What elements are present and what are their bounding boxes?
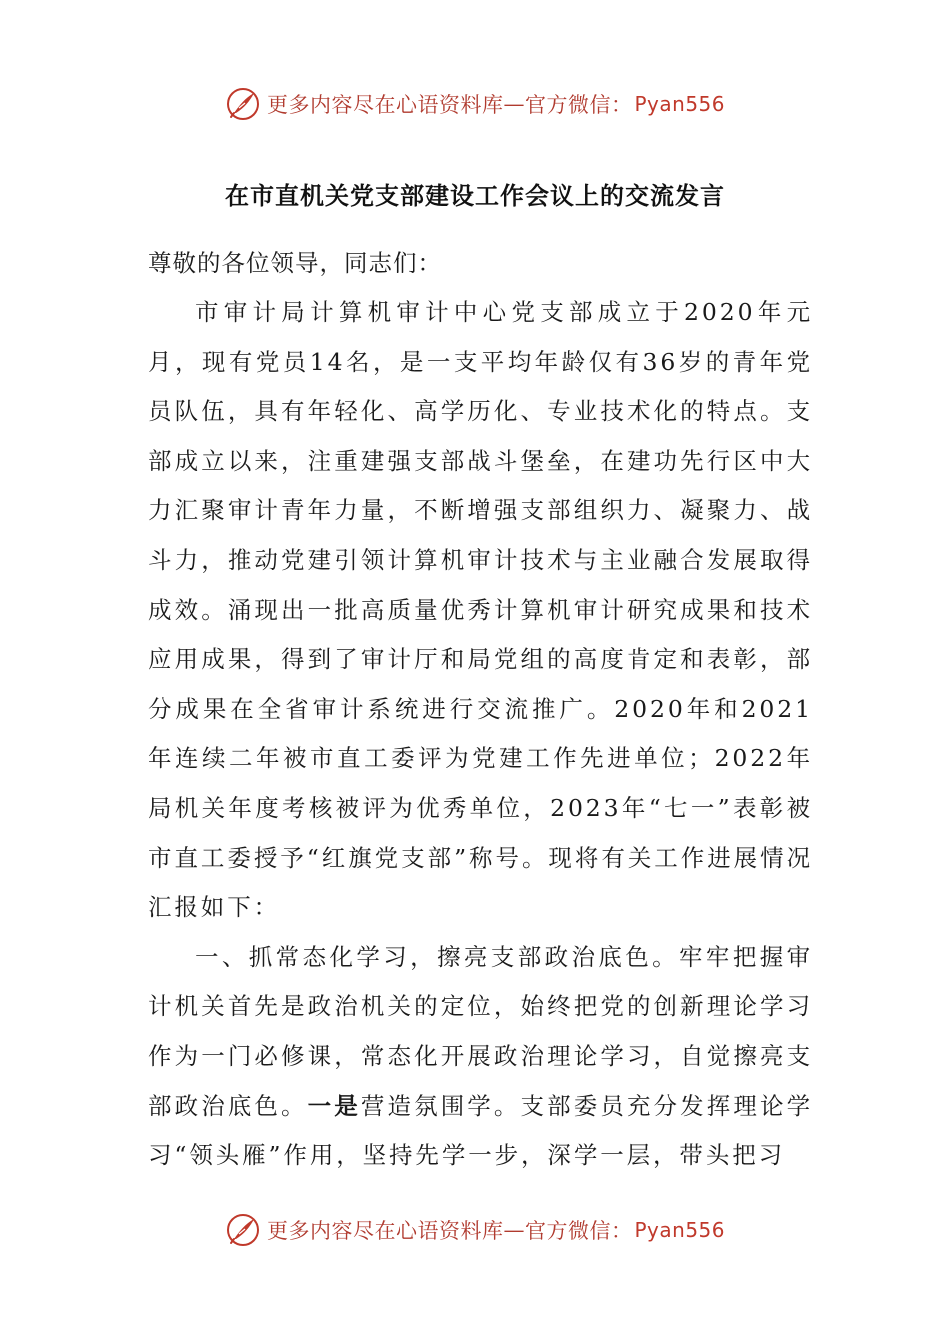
header-banner	[0, 82, 950, 126]
footer-banner	[0, 1208, 950, 1252]
section-one-rest: 营造氛围学。支部委员充分发挥理论学习“领头雁”作用，坚持先学一步，深学一层，带头把习	[148, 1091, 813, 1170]
banner-wechat-id: Pyan556	[634, 92, 725, 116]
footer-wechat-label: 官方微信：	[524, 1219, 633, 1243]
banner-dash: —	[503, 92, 525, 116]
section-one-lead: 一、抓常态化学习，擦亮支部政治底色。牢牢把握审计机关首先是政治机关的定位，始终把党的创新理论学习作为一门必修课，常态化开展政治理论学习，自觉擦亮支部政治底色。	[148, 942, 813, 1120]
quill-pen-icon	[225, 86, 261, 122]
quill-pen-icon	[225, 1212, 261, 1248]
footer-dash: —	[503, 1218, 525, 1242]
document-title: 在市直机关党支部建设工作会议上的交流发言	[225, 181, 725, 210]
greeting-line: 尊敬的各位领导，同志们：	[148, 249, 442, 277]
footer-wechat-id: Pyan556	[634, 1218, 725, 1242]
document-body	[148, 238, 813, 1181]
footer-site-text: 更多内容尽在心语资料库	[266, 1219, 504, 1243]
section-one-bold-marker: 一是	[307, 1091, 361, 1120]
banner-site-text: 更多内容尽在心语资料库	[266, 93, 504, 117]
paragraph-section-one	[148, 933, 813, 1181]
banner-wechat-label: 官方微信：	[524, 93, 633, 117]
paragraph-intro: 市审计局计算机审计中心党支部成立于2020年元月，现有党员14名，是一支平均年龄仅有36岁的青年党员队伍，具有年轻化、高学历化、专业技术化的特点。支部成立以来，注重建强支部战斗堡垒，在建功先行区中大力汇聚审计青年力量，不断增强支部组织力、凝聚力、战斗力，推动党建引领计算机审计技术与主业融合发展取得成效。涌现出一批高质量优秀计算机审计研究成果和技术应用成果，得到了审计厅和局党组的高度肯定和表彰，部分成果在全省审计系统进行交流推广。2020年和2021年连续二年被市直工委评为党建工作先进单位；2022年局机关年度考核被评为优秀单位，2023年“七一”表彰被市直工委授予“红旗党支部”称号。现将有关工作进展情况汇报如下：	[148, 298, 813, 922]
